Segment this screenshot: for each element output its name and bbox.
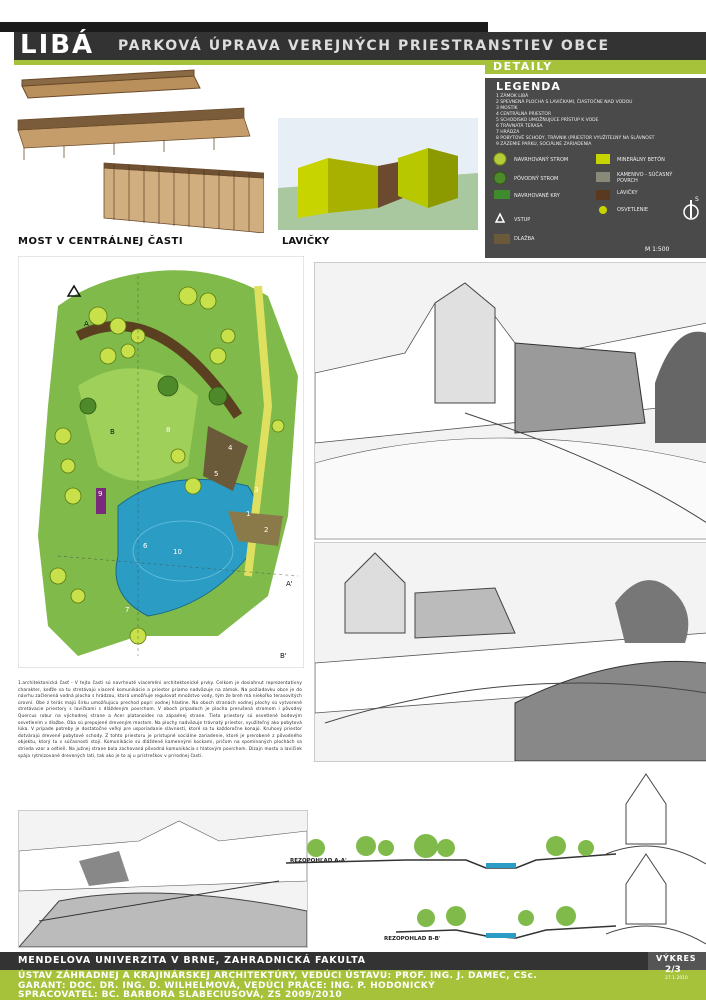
footer-university: MENDELOVA UNIVERZITA V BRNE, ZAHRADNICKÁ FAKULTA [18, 955, 366, 966]
legend-item: 3 MOSTÍK [496, 106, 518, 111]
sheet-label: VÝKRES [656, 954, 697, 963]
legend-symbol-label: MINERÁLNY BETÓN [617, 157, 665, 163]
section-bb-label: REZOPOHLAD B-B' [384, 936, 441, 942]
footer-supervisors: GARANT: DOC. DR. ING. D. WILHELMOVÁ, VEDÚCI PRÁCE: ING. P. HODONICKÝ [18, 981, 435, 991]
sheet-date: 27.1.2010 [665, 976, 688, 981]
scale-label: M 1:500 [645, 246, 670, 253]
description-text: 1.architektonická časť - V tejto časti sú navrhnuté viaceméni architektonické prvky. Celkom je dosiahnut reprezentatívny charakter, keďže sa tu stretávajú viaceré komunikácie a priestor priamo nadväzuje na zámok. Na požiadavku obce je do návrhu začlenená vodná plocha s hrádzou, ktorá umožňuje regulovať množstvo vody, tým že breh má niekoľko terasovitých úrovní. Obe z terás majú širku umožňujúcu prechod popri vodnej hladine. Na oboch stranách vodnej plochy sú vytvorené stretávacie priestory s lavičkami s dláždeným povrchom. V oboch prípadoch je plocha prerušená stromom i pôvodný Quercus robur na východnej strane a Acer platanoides na západnej strane. Tieto priestory sú osvetlené bodovým osvetlením v dlažbe. Oba sú prepojené dreveným mostom. Na plochy nadväzuje trávnatý priestor, využiteľný ako pobytová lúka. V prípade potreby je dostatočne veľký pre usporiadanie slávností, ktoré sa tu každoročne konajú. Kruhový priestor dotvárajú drevené pobytové schody. Z tohto priestoru je prístupné sociálne zariadenie, ktoré je prerobené z pôvodného objektu, ktorý tu v súčasnosti stojí. Komunikácie sú dláždené kamennými kockami, pričom na spomínaných plochách sa strieda vzor a odtieň. Na južnej strane bola zachovaná pôvodná komunikácia s hlatovým povrchom. Dizajn mostu a lavičiek spája rytmizované drevených latí, tak ako je to aj u prístreškov v prírodnej časti. [18, 680, 302, 758]
bridge-render [14, 68, 264, 233]
section-aa-label: REZOPOHĽAD A-A' [290, 858, 347, 864]
legend-symbol-label: KAMENIVO - SÚČASNÝ POVRCH [617, 172, 673, 184]
legend-symbol-label: DLAŽBA [514, 236, 535, 242]
legend-title: LEGENDA [496, 80, 561, 93]
bench-render [278, 118, 478, 230]
section-mark: A' [286, 580, 293, 588]
sheet-number: 2/3 [665, 965, 681, 975]
castle-elevation [606, 764, 706, 950]
legend-item: 7 HRÁDZA [496, 130, 520, 135]
legend-item: 4 CENTRÁLNA PRIESTOR [496, 112, 552, 117]
legend-item: 6 TRÁVNATÁ TERASA [496, 124, 543, 129]
page-title: LIBÁ [20, 30, 95, 60]
legend-item: 5 SCHODISKO UMOŽŇUJÚCE PRÍSTUP K VODE [496, 118, 599, 123]
plan-number: 2 [264, 526, 269, 534]
legend-symbols-right [594, 150, 616, 250]
legend-item: 9 ZÁZEMIE PARKU, SOCIÁLNE ZARIADENIA [496, 142, 592, 147]
plan-number: 8 [166, 426, 171, 434]
footer-author: SPRACOVATEL: BC. BARBORA SLABECIUSOVÁ, ZS 2009/2010 [18, 990, 342, 1000]
legend-symbol-label: OSVETLENIE [617, 207, 649, 213]
section-mark: A [84, 320, 89, 328]
legend-symbol-label: VSTUP [514, 217, 531, 223]
legend-item: 8 POBYTOVÉ SCHODY, TRÁVNIK (PRIESTOR VYUŽITEĽNÝ NA SLÁVNOST [496, 136, 655, 141]
north-label: S [695, 196, 699, 203]
plan-number: 6 [143, 542, 148, 550]
section-label: DETAILY [485, 60, 706, 74]
bridge-label: MOST V CENTRÁLNEJ ČASTI [18, 236, 184, 247]
perspective-sketch-2 [314, 542, 706, 762]
section-aa-drawing [286, 808, 616, 880]
plan-number: 9 [98, 490, 103, 498]
site-plan [18, 256, 304, 668]
perspective-sketch-3 [18, 810, 308, 948]
legend-symbol-label: PÔVODNÝ STROM [514, 176, 559, 182]
plan-number: 4 [228, 444, 233, 452]
legend-symbol-label: LAVIČKY [617, 190, 638, 196]
page-subtitle: PARKOVÁ ÚPRAVA VEREJNÝCH PRIESTRANSTIEV OBCE [118, 38, 610, 54]
legend-item: 1 ZÁMOK LIBÁ [496, 94, 529, 99]
plan-number: 1 [246, 510, 251, 518]
plan-number: 3 [254, 486, 259, 494]
legend-item: 2 SPEVNENÁ PLOCHA S LAVIČKAMI, ČIASTOČNE NAD VODOU [496, 100, 633, 105]
perspective-sketch-1 [314, 262, 706, 540]
plan-number: 10 [173, 548, 182, 556]
benches-label: LAVIČKY [282, 236, 330, 247]
legend-symbol-label: NAVRHOVANÝ STROM [514, 157, 569, 163]
section-mark: B [110, 428, 115, 436]
plan-number: 7 [125, 606, 130, 614]
section-mark: B' [280, 652, 287, 660]
footer-institute: ÚSTAV ZÁHRADNEJ A KRAJINÁRSKEJ ARCHITEKTÚRY, VEDÚCI ÚSTAVU: PROF. ING. J. DAMEC, CSc. [18, 971, 538, 981]
legend-symbol-label: NAVRHOVANÉ KRY [514, 193, 560, 199]
plan-number: 5 [214, 470, 219, 478]
